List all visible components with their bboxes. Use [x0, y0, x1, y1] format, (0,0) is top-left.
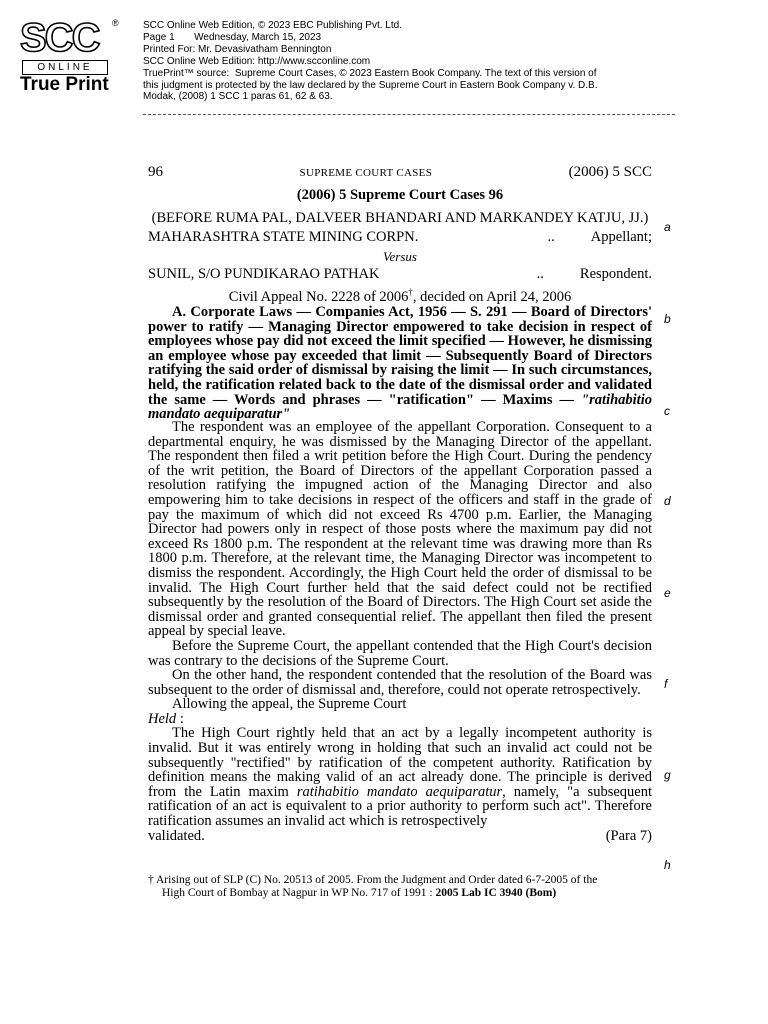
logo-brand: SCC — [20, 16, 99, 60]
party-appellant — [148, 229, 652, 246]
page-number: 96 — [148, 164, 163, 180]
logo-registered-mark: ® — [112, 18, 119, 28]
summary-paragraph: The respondent was an employee of the appellant Corporation. Consequent to a departmental enquiry, he was dismissed by the Managing Director of the appellant. The respondent then filed a writ petition before the High Court. During the pendency of the writ petition, the Board of Directors of the appellant Corporation passed a resolution ratifying the impugned action of the Managing Director and also empowering him to take decisions in respect of the officers and staff in the grade of pay the maximum of which did not exceed Rs 4700 p.m. Earlier, the Managing Director had powers only in respect of those posts where the maximum pay did not exceed Rs 1800 p.m. The respondent at the relevant time was drawing more than Rs 1800 p.m. Therefore, at the relevant time, the Managing Director was incompetent to dismiss the respondent. Accordingly, the High Court held the order of dismissal to be invalid. The High Court further held that the said defect could not be rectified subsequently by the resolution of the Board of Directors. The High Court set aside the dismissal order and granted consequential relief. The appellant then filed the present appeal by special leave. — [148, 419, 652, 640]
headnote-maxim: "ratihabitio mandato aequiparatur" — [148, 391, 652, 423]
running-title: SUPREME COURT CASES — [299, 167, 433, 179]
scc-online-logo — [16, 18, 128, 98]
margin-letter: d — [664, 494, 671, 508]
appeal-line — [148, 287, 652, 306]
held-last-line — [148, 829, 652, 844]
bench: (BEFORE RUMA PAL, DALVEER BHANDARI AND MARKANDEY KATJU, JJ.) — [151, 210, 649, 226]
versus: Versus — [383, 249, 417, 264]
logo-true-print: True Print — [20, 74, 109, 95]
margin-letter: h — [664, 858, 671, 872]
margin-letter: a — [664, 220, 671, 234]
margin-letter: f — [664, 677, 668, 691]
respondent-role: Respondent. — [579, 266, 652, 282]
summary-paragraph: Allowing the appeal, the Supreme Court — [172, 696, 407, 713]
appeal-decided: , decided on April 24, 2006 — [412, 288, 572, 305]
case-citation: (2006) 5 Supreme Court Cases 96 — [296, 187, 504, 203]
header-divider — [143, 114, 675, 115]
summary-paragraph: On the other hand, the respondent contended that the resolution of the Board was subsequent to the order of dismissal and, therefore, could not operate retrospectively. — [148, 667, 652, 698]
running-citation: (2006) 5 SCC — [568, 164, 652, 180]
respondent-parentage: S/O PUNDIKARAO PATHAK — [197, 266, 380, 282]
header-line: Page 1 Wednesday, March 15, 2023 — [143, 31, 322, 43]
header-line: SCC Online Web Edition: http://www.scconline.com — [143, 55, 371, 67]
margin-letter: c — [664, 404, 670, 418]
held-text-cont: , namely, "a subsequent ratification of an act is equivalent to a prior authority to perform such act". Therefore ratification assumes an invalid act which is retrospectively — [148, 783, 652, 830]
respondent-name-block — [148, 266, 380, 283]
margin-letter: e — [664, 586, 671, 600]
logo-online-box: ONLINE — [22, 60, 108, 75]
held-label: Held — [148, 710, 177, 727]
print-header — [143, 20, 703, 103]
appellant-name: MAHARASHTRA STATE MINING CORPN. — [148, 229, 419, 245]
footnote-citation: 2005 Lab IC 3940 (Bom) — [435, 887, 557, 899]
header-line: TruePrint™ source: Supreme Court Cases, © 2023 Eastern Book Company. The text of this version of — [143, 67, 597, 79]
footnote-text: High Court of Bombay at Nagpur in WP No. 717 of 1991 : — [162, 887, 436, 899]
dagger-mark: † — [408, 287, 413, 297]
header-line: Printed For: Mr. Devasivatham Bennington — [143, 43, 332, 55]
headnote — [148, 305, 652, 422]
footnote-line-2 — [148, 887, 652, 900]
appeal-number: Civil Appeal No. 2228 of 2006 — [228, 288, 409, 305]
respondent-dots: .. — [536, 266, 544, 282]
header-line: SCC Online Web Edition, © 2023 EBC Publishing Pvt. Ltd. — [143, 20, 402, 31]
respondent-name: SUNIL, — [148, 266, 198, 282]
appellant-role: Appellant; — [590, 229, 652, 245]
footnote-line: † Arising out of SLP (C) No. 20513 of 2005. From the Judgment and Order dated 6-7-2005 of the — [148, 874, 598, 886]
summary-body — [148, 420, 652, 843]
headnote-text: A. Corporate Laws — Companies Act, 1956 — S. 291 — Board of Directors' power to ratify — Managing Director empowered to take decision in respect of employees whose pay did not exceed the limit specified — However, he dismissing an employee whose pay exceeded that limit — Subsequently Board of Directors ratifying the said order of dismissal by raising the limit — In such circumstances, held, the ratification related back to the date of the dismissal order and validated the same — Words and phrases — "ratification" — Maxims — — [148, 304, 652, 408]
held-maxim: ratihabitio mandato aequiparatur — [296, 783, 503, 800]
header-line: this judgment is protected by the law declared by the Supreme Court in Eastern Book Company v. D.B. — [143, 79, 598, 91]
held-colon: : — [176, 710, 184, 727]
summary-paragraph: Before the Supreme Court, the appellant contended that the High Court's decision was contrary to the decisions of the Supreme Court. — [148, 637, 652, 669]
held-text: The High Court rightly held that an act by a legally incompetent authority is invalid. But it was entirely wrong in holding that such an invalid act could not be subsequently "rectified" by ratification of the competent authority. Ratification by definition means the making valid of an act already done. The principle is derived from the Latin maxim — [148, 725, 652, 800]
party-respondent — [148, 266, 652, 283]
header-line: Modak, (2008) 1 SCC 1 paras 61, 62 & 63. — [143, 91, 333, 103]
footnote — [148, 874, 652, 900]
held-heading — [148, 712, 652, 727]
margin-letter: b — [664, 312, 671, 326]
para-reference: (Para 7) — [605, 827, 652, 844]
held-last-word: validated. — [148, 827, 205, 844]
running-head — [148, 164, 652, 181]
held-paragraph — [148, 726, 652, 828]
margin-letter: g — [664, 768, 671, 782]
appellant-dots: .. — [547, 229, 555, 245]
